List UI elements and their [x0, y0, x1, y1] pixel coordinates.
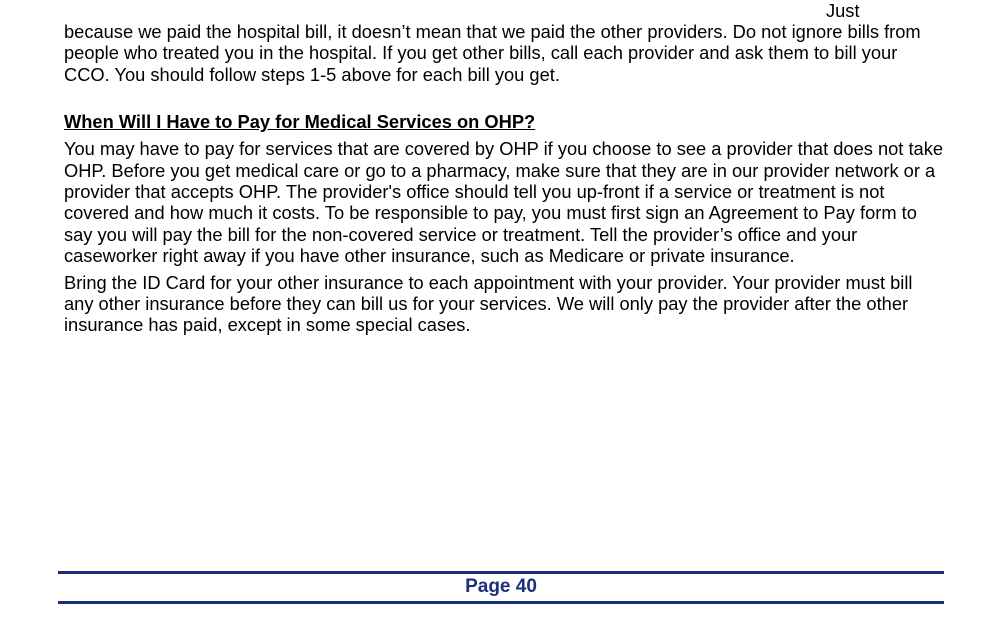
paragraph-pay-for-services: You may have to pay for services that are covered by OHP if you choose to see a provider that does not take OHP. Before you get medical care or go to a pharmacy, make sure that they are in our provider network or a provider that accepts OHP. The provider's office should tell you up-front if a service or treatment is not covered and how much it costs. To be responsible to pay, you must first sign an Agreement to Pay form to say you will pay the bill for the non-covered service or treatment. Tell the provider’s office and your caseworker right away if you have other insurance, such as Medicare or private insurance.: [64, 138, 944, 267]
footer-rule-bottom: [58, 601, 944, 604]
continuation-word: Just: [826, 0, 860, 21]
intro-paragraph: because we paid the hospital bill, it doesn’t mean that we paid the other providers. Do not ignore bills from people who treated you in the hospital. If you get other bills, call each provider and ask them to bill your CCO. You should follow steps 1-5 above for each bill you get.: [64, 21, 921, 85]
page-footer: [58, 570, 944, 606]
page-number: Page 40: [465, 576, 537, 597]
paragraph-other-insurance: Bring the ID Card for your other insurance to each appointment with your provider. Your provider must bill any other insurance before they can bill us for your services. We will only pay the provider after the other insurance has paid, except in some special cases.: [64, 271, 913, 336]
footer-rule-top: [58, 571, 944, 574]
continuation-line: [64, 0, 944, 21]
section-heading: When Will I Have to Pay for Medical Services on OHP?: [64, 111, 536, 133]
document-body: [64, 0, 944, 336]
